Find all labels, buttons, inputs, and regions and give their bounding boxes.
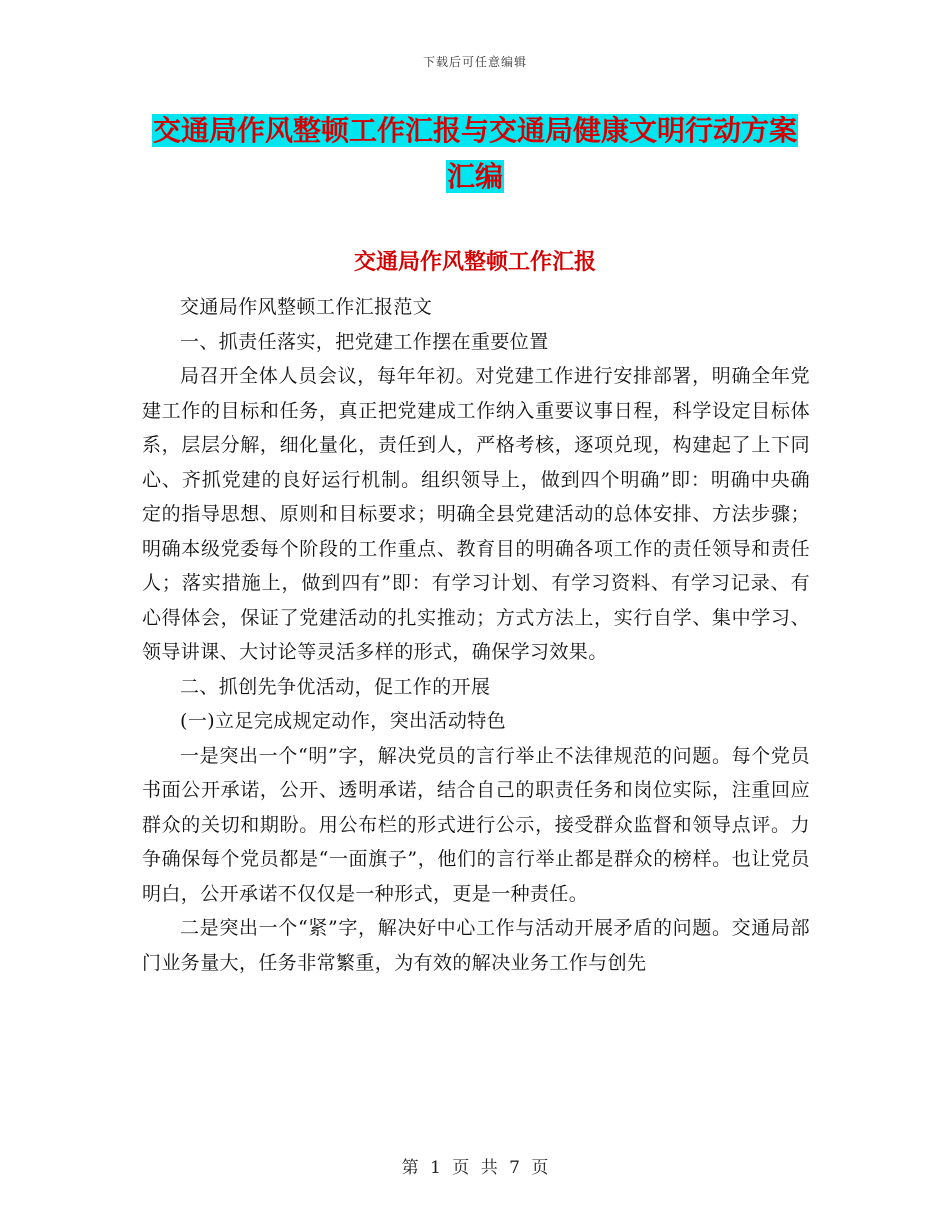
body-paragraph: 交通局作风整顿工作汇报范文 [180,296,433,318]
body-paragraph: (一)立足完成规定动作，突出活动特色 [180,710,507,732]
body-paragraph: 局召开全体人员会议，每年年初。对党建工作进行安排部署，明确全年党建工作的目标和任务，真正把党建成工作纳入重要议事日程，科学设定目标体系，层层分解，细化量化，责任到人，严格考核，逐项兑现，构建起了上下同心、齐抓党建的良好运行机制。组织领导上，做到四个明确”即：明确中央确定的指导思想、原则和目标要求；明确全县党建活动的总体安排、方法步骤；明确本级党委每个阶段的工作重点、教育目的明确各项工作的责任领导和责任人；落实措施上，做到四有”即：有学习计划、有学习资料、有学习记录、有心得体会，保证了党建活动的扎实推动；方式方法上，实行自学、集中学习、领导讲课、大讨论等灵活多样的形式，确保学习效果。 [142,365,810,663]
body-paragraph: 二、抓创先争优活动，促工作的开展 [180,675,491,698]
document-title [140,108,810,200]
document-body [142,290,810,980]
page-footer: 第 1 页 共 7 页 [401,1158,549,1178]
document-title-line1: 交通局作风整顿工作汇报与交通局健康文明行动方案 [152,114,797,147]
body-paragraph: 一是突出一个“明”字，解决党员的言行举止不法律规范的问题。每个党员书面公开承诺，公开、透明承诺，结合自己的职责任务和岗位实际，注重回应群众的关切和期盼。用公布栏的形式进行公示，接受群众监督和领导点评。力争确保每个党员都是“一面旗子”，他们的言行举止都是群众的榜样。也让党员明白，公开承诺不仅仅是一种形式，更是一种责任。 [142,744,810,905]
document-title-line2: 汇编 [446,160,503,193]
body-paragraph: 二是突出一个“紧”字，解决好中心工作与活动开展矛盾的问题。交通局部门业务量大，任务非常繁重，为有效的解决业务工作与创先 [142,917,810,974]
page-header-note: 下载后可任意编辑 [422,55,527,69]
body-paragraph: 一、抓责任落实，把党建工作摆在重要位置 [180,330,549,353]
section-title: 交通局作风整顿工作汇报 [353,250,596,275]
